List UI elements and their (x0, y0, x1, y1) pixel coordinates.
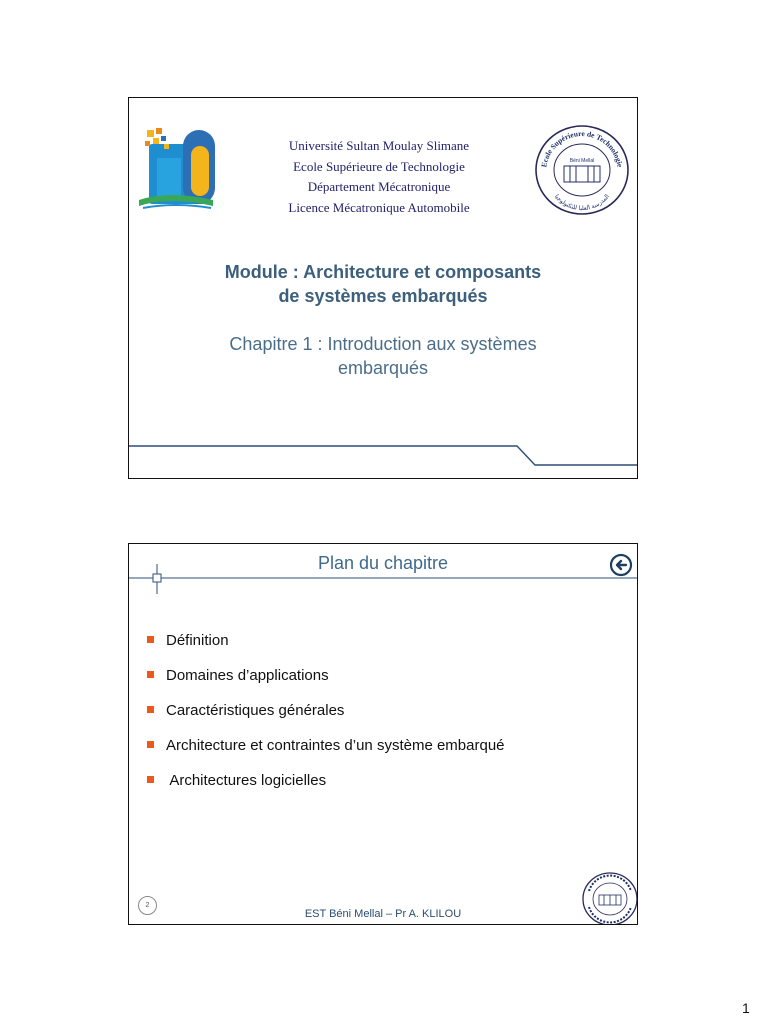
list-item-text: Domaines d’applications (166, 667, 329, 684)
list-item (147, 702, 505, 737)
chapter-title-line1: Chapitre 1 : Introduction aux systèmes (229, 334, 537, 354)
university-header (229, 136, 529, 218)
list-item (147, 632, 505, 667)
header-divider (129, 564, 638, 594)
list-item-text: Architectures logicielles (166, 772, 327, 789)
bullet-square-icon (147, 636, 154, 643)
school-name: Ecole Supérieure de Technologie (293, 158, 465, 174)
list-item-text: Caractéristiques générales (166, 702, 345, 719)
page-number: 1 (742, 1000, 750, 1016)
university-name: Université Sultan Moulay Slimane (288, 138, 470, 153)
module-title-line1: Module : Architecture et composants (224, 262, 542, 282)
chapter-outline-list (147, 632, 505, 807)
list-item-text: Architecture et contraintes d’un système embarqué (166, 737, 505, 754)
university-logo-icon (139, 124, 221, 212)
slide-title: Plan du chapitre (317, 553, 449, 573)
bullet-square-icon (147, 706, 154, 713)
slide-footer: EST Béni Mellal – Pr A. KLILOU (304, 908, 462, 920)
list-item-text: Définition (166, 632, 229, 649)
module-title-line2: de systèmes embarqués (278, 286, 488, 306)
seal-ring-text: Ecole Supérieure de Technologie (539, 128, 625, 168)
module-title (149, 260, 617, 308)
bullet-square-icon (147, 741, 154, 748)
list-item (147, 737, 505, 772)
slide-number-badge: 2 (138, 896, 157, 915)
bullet-square-icon (147, 776, 154, 783)
list-item (147, 772, 505, 807)
title-slide (128, 97, 638, 479)
chapter-title (149, 332, 617, 380)
est-seal-icon (532, 124, 632, 216)
seal-center-label: Béni Mellal (569, 158, 595, 164)
seal-arabic-text: المدرسة العليا للتكنولوجيا (553, 193, 611, 213)
chapter-title-line2: embarqués (337, 358, 429, 378)
plan-slide (128, 543, 638, 925)
bullet-square-icon (147, 671, 154, 678)
degree-name: Licence Mécatronique Automobile (288, 199, 470, 215)
department-name: Département Mécatronique (307, 179, 451, 194)
list-item (147, 667, 505, 702)
decorative-divider (129, 438, 638, 468)
est-seal-small-icon (581, 871, 638, 925)
